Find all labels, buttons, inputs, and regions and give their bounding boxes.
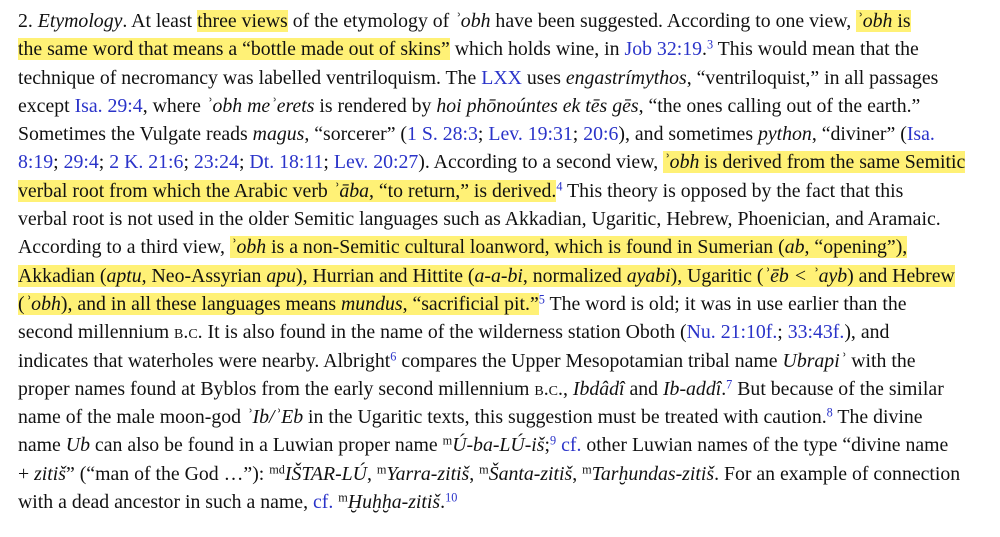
text-run: magus [252, 123, 305, 146]
footnote-ref[interactable]: 4 [556, 179, 563, 194]
text-run: Ub [65, 434, 90, 457]
text-line [18, 488, 993, 516]
text-run: of the etymology of [287, 10, 455, 32]
determinative-marker: md [269, 462, 285, 476]
text-run: b.c. [174, 321, 203, 344]
text-run: ; [544, 434, 550, 457]
text-run: ; [183, 151, 194, 174]
highlighted-text: ), Hurrian and Hittite ( [296, 264, 475, 287]
text-line [18, 92, 993, 120]
highlighted-text: three views [197, 10, 288, 32]
text-run: ), and sometimes [618, 123, 758, 146]
text-run: Ḫuḫḫa-zitiš [347, 491, 441, 514]
text-run: , [562, 377, 573, 400]
text-line [18, 205, 993, 233]
highlighted-text: ʾēb < ʾayb [763, 264, 848, 287]
determinative-marker: m [479, 462, 489, 476]
text-run: python [757, 123, 812, 146]
footnote-ref[interactable]: 6 [390, 348, 397, 363]
highlighted-text: ( [18, 292, 25, 315]
text-line [18, 120, 993, 148]
text-run: ). According to a second view, [418, 151, 664, 174]
text-line [18, 318, 993, 346]
text-run: name [18, 434, 66, 457]
text-run: is rendered by [314, 94, 437, 117]
highlighted-text: ) and Hebrew [847, 264, 955, 287]
scripture-link[interactable]: Dt. 18:11 [249, 151, 324, 174]
text-run: 2. [18, 10, 38, 32]
text-run: , “ventriloquist,” in all passages [686, 66, 939, 89]
text-run: technique of necromancy was labelled ventriloquism. The [18, 66, 482, 89]
text-run: proper names found at Byblos from the early second millennium [18, 377, 535, 400]
text-run: indicates that waterholes were nearby. Albright [18, 349, 391, 372]
text-run: compares the Upper Mesopotamian tribal name [396, 349, 783, 372]
scripture-link[interactable]: Lev. 20:27 [333, 151, 419, 174]
text-run: ; [323, 151, 334, 174]
text-run: , “the ones calling out of the earth.” [638, 94, 921, 117]
text-run: ʾobh meʾerets [205, 94, 315, 117]
highlighted-text: verbal root from which the Arabic verb [18, 179, 333, 202]
scripture-link[interactable]: 20:6 [583, 123, 619, 146]
text-run: Yarra-zitiš [386, 462, 470, 485]
scripture-link[interactable]: 29:4 [63, 151, 99, 174]
text-run: The word is old; it was in use earlier than the [544, 292, 907, 315]
text-run: name of the male moon-god [18, 406, 246, 429]
text-run: which holds wine, in [449, 38, 625, 61]
text-run: But because of the similar [732, 377, 944, 400]
scripture-link[interactable]: 2 K. 21:6 [109, 151, 184, 174]
text-run: engastrímythos [565, 66, 687, 89]
text-run: Ib-addî [662, 377, 722, 400]
footnote-ref[interactable]: 3 [706, 37, 714, 52]
text-line [18, 7, 993, 35]
highlighted-text: , “opening”), [804, 236, 908, 259]
text-line [18, 148, 993, 176]
footnote-ref[interactable]: 5 [538, 292, 545, 307]
text-run: ; [572, 123, 584, 146]
footnote-ref[interactable]: 9 [550, 433, 557, 448]
determinative-marker: m [376, 462, 387, 476]
highlighted-text: ʾobh [229, 236, 267, 259]
text-run: hoi phōnoúntes ek tēs gēs [436, 94, 639, 117]
text-run: According to a third view, [18, 236, 230, 259]
highlighted-text: ab [784, 236, 805, 259]
highlighted-text: is derived from the same Semitic [699, 151, 966, 174]
text-run: with the [846, 349, 916, 372]
text-run: b.c. [534, 377, 563, 400]
text-run: This theory is opposed by the fact that this [562, 179, 904, 202]
highlighted-text: is [892, 10, 911, 32]
highlighted-text: a-a-bi [474, 264, 523, 287]
text-run: verbal root is not used in the older Semitic languages such as Akkadian, Ugaritic, Hebrew, Phoenician, and Aramaic. [18, 208, 941, 231]
scripture-link[interactable]: LXX [481, 66, 522, 89]
text-run: Sometimes the Vulgate reads [18, 123, 253, 146]
scripture-link[interactable]: cf. [312, 491, 334, 514]
scripture-link[interactable]: 33:43f. [787, 321, 845, 344]
text-run: can also be found in a Luwian proper name [89, 434, 443, 457]
text-run: Etymology [37, 10, 123, 32]
highlighted-text: the same word that means a “bottle made out of skins” [18, 38, 450, 61]
highlighted-text: , “to return,” is derived. [369, 179, 557, 202]
footnote-ref[interactable]: 7 [726, 377, 733, 392]
highlighted-text: mundus [341, 292, 403, 315]
text-line [18, 262, 993, 290]
text-run: . For an example of connection [714, 462, 961, 485]
scripture-link[interactable]: 23:24 [193, 151, 239, 174]
text-line [18, 290, 993, 318]
scripture-link[interactable]: Nu. 21:10f. [686, 321, 778, 344]
text-run: second millennium [18, 321, 175, 344]
text-run: ʾobh [454, 10, 491, 32]
text-run: , [469, 462, 480, 485]
text-run: ), and [844, 321, 890, 344]
text-run: , [366, 462, 377, 485]
text-run: . [440, 491, 446, 514]
highlighted-text: apu [266, 264, 296, 287]
text-line [18, 64, 993, 92]
text-run: have been suggested. According to one view, [490, 10, 857, 32]
scripture-link[interactable]: Isa. 29:4 [74, 94, 143, 117]
text-run: zitiš [34, 462, 66, 485]
text-run: ; [98, 151, 110, 174]
text-line [18, 403, 993, 431]
text-run: Ubrapiʾ [782, 349, 847, 372]
text-run: ʾIb/ʾEb [245, 406, 304, 429]
text-run: . [701, 38, 707, 61]
text-run: This would mean that the [713, 38, 919, 61]
scripture-link[interactable]: cf. [561, 434, 582, 457]
text-run: ; [238, 151, 250, 174]
text-run: , where [142, 94, 206, 117]
highlighted-text: ), Ugaritic ( [670, 264, 764, 287]
highlighted-text: ʾobh [856, 10, 893, 32]
text-run: , “sorcerer” ( [304, 123, 408, 146]
text-run: other Luwian names of the type “divine name [581, 434, 949, 457]
highlighted-text: , normalized [522, 264, 627, 287]
text-run: . [721, 377, 727, 400]
text-run: ; [53, 151, 64, 174]
text-run: ; [477, 123, 489, 146]
highlighted-text: ʾobh [663, 151, 700, 174]
text-line [18, 431, 993, 459]
text-run: , “diviner” ( [811, 123, 907, 146]
text-line [18, 375, 993, 403]
text-run: uses [521, 66, 566, 89]
text-run: Ú-ba-LÚ-iš [452, 434, 545, 457]
footnote-ref[interactable]: 10 [445, 490, 458, 505]
scripture-link[interactable]: Job 32:19 [624, 38, 702, 61]
highlighted-text: is a non-Semitic cultural loanword, which is found in Sumerian ( [266, 236, 785, 259]
highlighted-text: , Neo-Assyrian [141, 264, 267, 287]
highlighted-text: ayabi [626, 264, 671, 287]
etymology-paragraph [18, 7, 993, 516]
determinative-marker: m [582, 462, 592, 476]
text-run: , [572, 462, 583, 485]
text-run: Šanta-zitiš [488, 462, 573, 485]
text-run: + [18, 462, 35, 485]
text-line [18, 347, 993, 375]
highlighted-text: aptu [106, 264, 142, 287]
text-run: Tarḫundas-zitiš [591, 462, 715, 485]
scripture-link[interactable]: 8:19 [18, 151, 54, 174]
determinative-marker: m [338, 490, 348, 505]
text-run: ; [777, 321, 788, 344]
text-run: Ibdâdî [572, 377, 625, 400]
scripture-link[interactable]: Isa. [906, 123, 935, 146]
highlighted-text: ʾāba [332, 179, 370, 202]
determinative-marker: m [442, 433, 453, 448]
text-line [18, 35, 993, 63]
scripture-link[interactable]: 1 S. 28:3 [407, 123, 478, 146]
text-run: except [18, 94, 75, 117]
highlighted-text: Akkadian ( [18, 264, 107, 287]
text-run: The divine [832, 406, 923, 429]
text-run: . At least [122, 10, 198, 32]
text-run: in the Ugaritic texts, this suggestion must be treated with caution. [303, 406, 827, 429]
text-line [18, 177, 993, 205]
text-run: and [624, 377, 663, 400]
highlighted-text: ʾobh [24, 292, 61, 315]
text-run: with a dead ancestor in such a name, [18, 491, 313, 514]
scripture-link[interactable]: Lev. 19:31 [488, 123, 573, 146]
text-line [18, 233, 993, 261]
highlighted-text: , “sacrificial pit.” [402, 292, 539, 315]
text-run: ” (“man of the God …”): [66, 462, 270, 485]
text-line [18, 460, 993, 488]
footnote-ref[interactable]: 8 [826, 405, 833, 420]
text-run: IŠTAR-LÚ [284, 462, 367, 485]
text-run: It is also found in the name of the wilderness station Oboth ( [202, 321, 687, 344]
highlighted-text: ), and in all these languages means [60, 292, 342, 315]
